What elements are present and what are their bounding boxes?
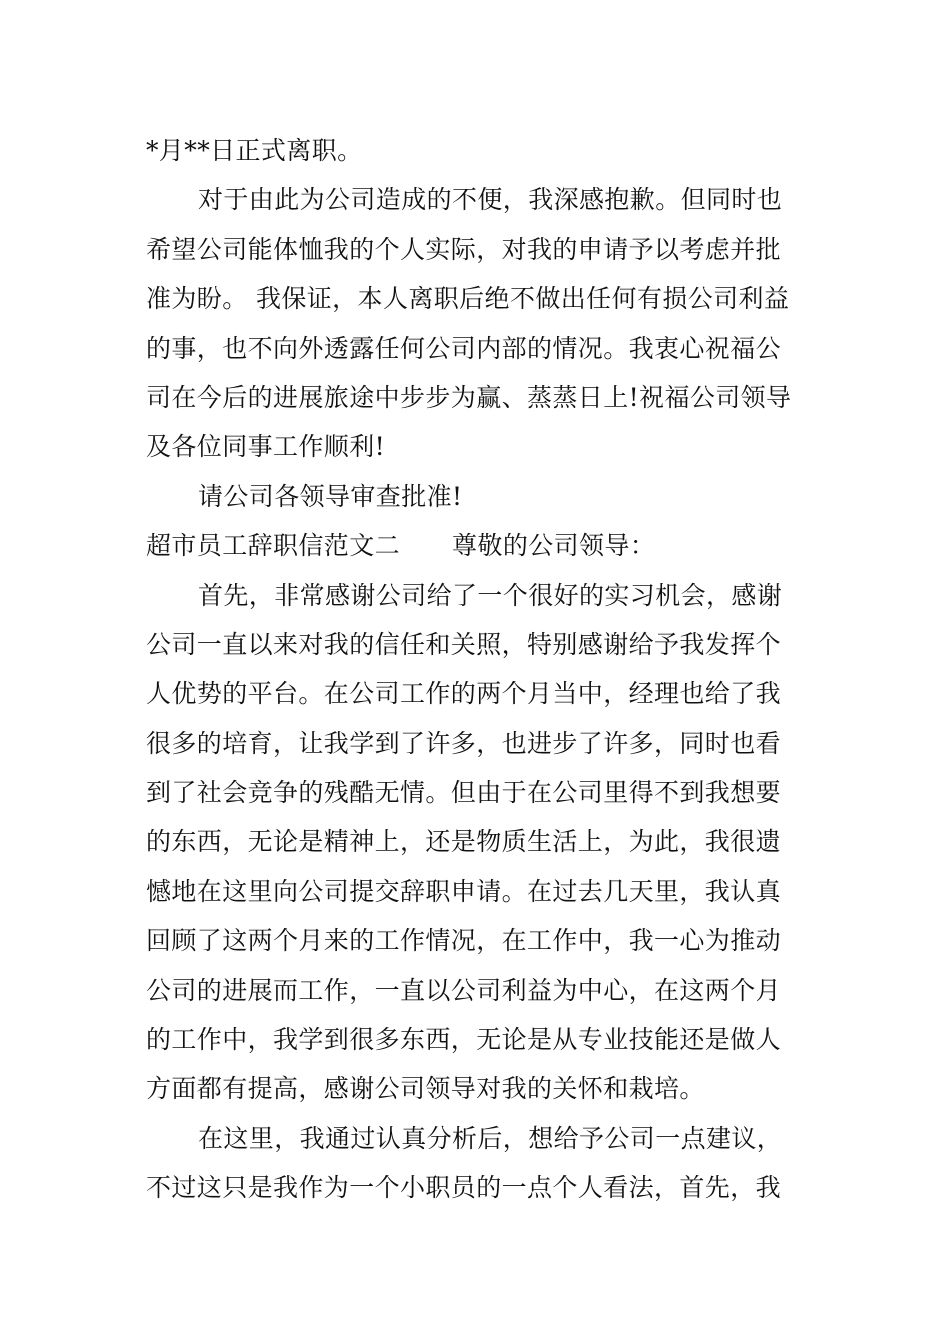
paragraph-start-line: 对于由此为公司造成的不便，我深感抱歉。但同时也 [198, 185, 783, 215]
section-heading-row [146, 521, 816, 570]
text-line: 方面都有提高，感谢公司领导对我的关怀和栽培。 [146, 1074, 705, 1104]
text-line: 司在今后的进展旅途中步步为赢、蒸蒸日上!祝福公司领导 [146, 382, 792, 412]
text-line: 的东西，无论是精神上，还是物质生活上，为此，我很遗 [146, 827, 782, 857]
text-line: 及各位同事工作顺利! [146, 432, 386, 462]
section-title: 超市员工辞职信范文二 [146, 531, 401, 561]
document-body [146, 126, 816, 1213]
text-line: 的工作中，我学到很多东西，无论是从专业技能还是做人 [146, 1025, 782, 1055]
text-line: 准为盼。 我保证，本人离职后绝不做出任何有损公司利益 [146, 284, 790, 314]
text-line: *月**日正式离职。 [146, 136, 363, 165]
salutation: 尊敬的公司领导： [452, 531, 656, 561]
text-line: 的事，也不向外透露任何公司内部的情况。我衷心祝福公 [146, 333, 782, 363]
paragraph-start-line: 请公司各领导审查批准! [198, 481, 463, 511]
paragraph-start-line: 在这里，我通过认真分析后，想给予公司一点建议， [198, 1123, 783, 1153]
paragraph-start-line: 首先，非常感谢公司给了一个很好的实习机会，感谢 [198, 580, 783, 610]
text-line: 憾地在这里向公司提交辞职申请。在过去几天里，我认真 [146, 876, 782, 906]
text-line: 到了社会竞争的残酷无情。但由于在公司里得不到我想要 [146, 778, 782, 808]
text-line: 公司一直以来对我的信任和关照，特别感谢给予我发挥个 [146, 629, 782, 659]
text-line: 很多的培育，让我学到了许多，也进步了许多，同时也看 [146, 728, 782, 758]
text-line: 希望公司能体恤我的个人实际，对我的申请予以考虑并批 [146, 234, 782, 264]
text-line: 人优势的平台。在公司工作的两个月当中，经理也给了我 [146, 679, 782, 709]
heading-spacer [400, 521, 452, 570]
text-line: 不过这只是我作为一个小职员的一点个人看法，首先，我 [146, 1173, 782, 1203]
text-line: 公司的进展而工作，一直以公司利益为中心，在这两个月 [146, 975, 782, 1005]
text-line: 回顾了这两个月来的工作情况，在工作中，我一心为推动 [146, 926, 782, 956]
